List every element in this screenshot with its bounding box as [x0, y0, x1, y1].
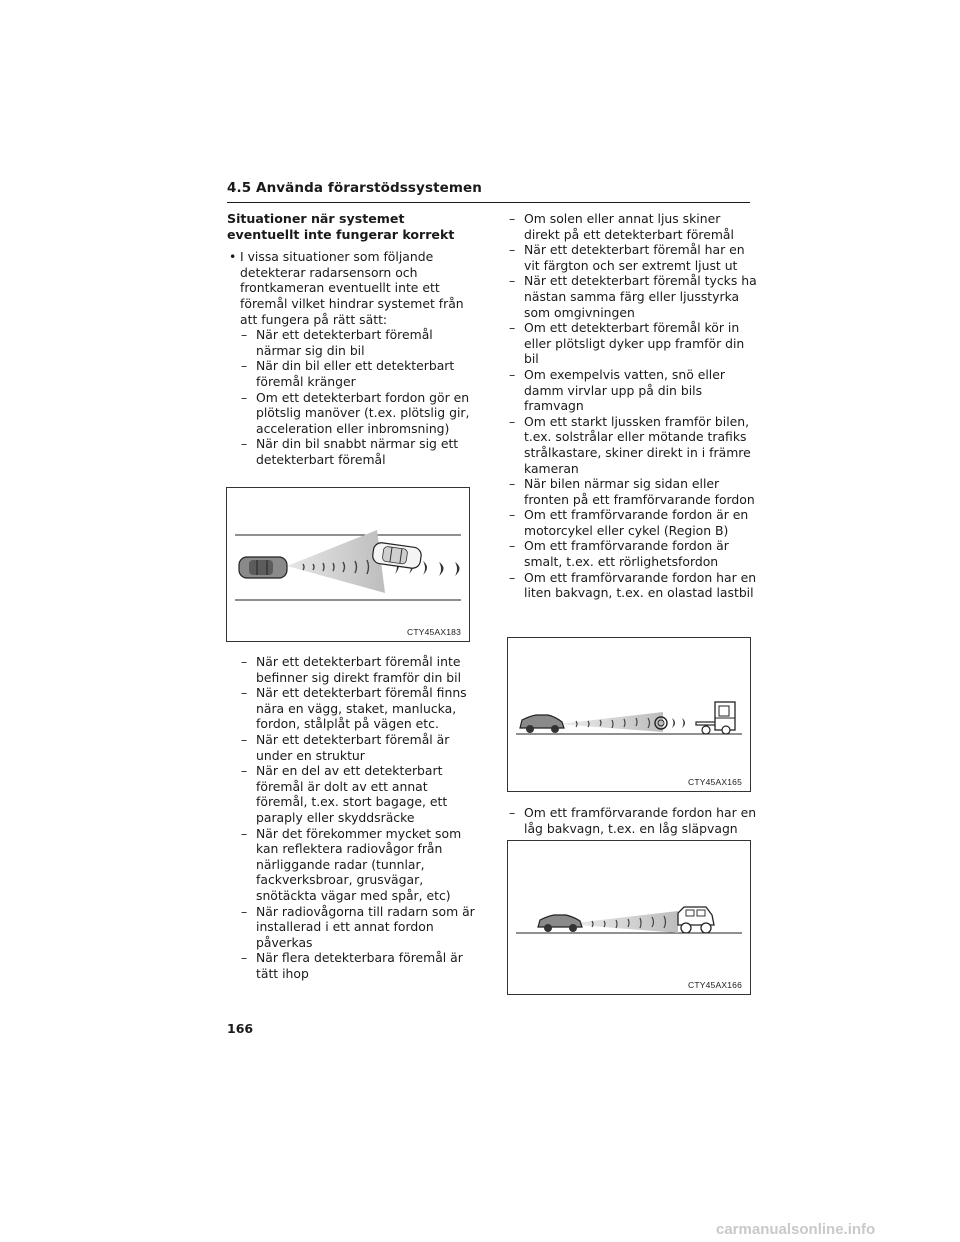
list-item-text: När ett detekterbart föremål har en vit färgton och ser extremt ljust ut	[524, 242, 745, 273]
dash-mark: –	[241, 358, 248, 374]
figure-vehicle-turning	[226, 487, 470, 642]
list-item	[509, 414, 757, 476]
dash-mark: –	[509, 413, 516, 429]
list-item-text: Om ett starkt ljussken framför bilen, t.ex. solstrålar eller mötande trafiks strålkastare, skiner direkt in i främre kameran	[524, 413, 751, 476]
list-item-text: När flera detekterbara föremål är tätt ihop	[256, 950, 463, 981]
dash-mark: –	[509, 507, 516, 523]
list-item	[241, 390, 477, 437]
figure-truck-small-rear	[507, 637, 751, 792]
list-item	[509, 570, 757, 601]
dash-list-right-1	[509, 211, 757, 601]
list-item-text: Om solen eller annat ljus skiner direkt på ett detekterbart föremål	[524, 211, 734, 242]
dash-list-right-2	[509, 805, 757, 836]
section-title: Situationer när systemet eventuellt inte fungerar korrekt	[227, 211, 455, 242]
list-item	[241, 358, 477, 389]
list-item	[509, 320, 757, 367]
list-item-text: Om ett framförvarande fordon har en liten bakvagn, t.ex. en olastad lastbil	[524, 569, 757, 601]
watermark[interactable]: carmanualsonline.info	[716, 1221, 876, 1238]
section-header	[227, 180, 750, 203]
dash-mark: –	[509, 569, 516, 585]
list-item	[509, 538, 757, 569]
list-item	[509, 367, 757, 414]
own-car-icon	[520, 715, 564, 733]
dash-mark: –	[509, 320, 516, 336]
figure-code: CTY45AX165	[688, 777, 742, 787]
own-car-icon	[239, 557, 287, 578]
dash-mark: –	[241, 436, 248, 452]
truck-icon	[696, 702, 735, 734]
list-item-text: När radiovågorna till radarn som är installerad i ett annat fordon påverkas	[256, 903, 475, 950]
list-item-text: När ett detekterbart föremål är under en struktur	[256, 731, 450, 763]
list-item-text: När ett detekterbart föremål inte befinner sig direkt framför din bil	[256, 654, 462, 685]
dash-mark: –	[241, 389, 248, 405]
list-item	[241, 950, 477, 981]
bullet-mark: •	[229, 249, 237, 265]
section-header-title: 4.5 Använda förarstödssystemen	[227, 180, 483, 196]
list-item-text: När ett detekterbart föremål tycks ha nästan samma färg eller ljusstyrka som omgivningen	[524, 273, 757, 320]
list-item-text: När en del av ett detekterbart föremål är dolt av ett annat föremål, t.ex. stort bagage, ett paraply eller skyddsräcke	[256, 763, 448, 825]
list-item	[509, 476, 757, 507]
intro-bullet	[227, 249, 477, 327]
list-item-text: När din bil eller ett detekterbart föremål kränger	[256, 358, 455, 389]
figure-illustration	[508, 638, 752, 793]
list-item-text: När din bil snabbt närmar sig ett detekterbart föremål	[256, 436, 459, 467]
dash-mark: –	[509, 273, 516, 289]
figure-code: CTY45AX183	[407, 627, 461, 637]
left-column-bottom	[227, 654, 477, 981]
suv-icon	[678, 907, 714, 933]
list-item-text: Om ett framförvarande fordon har en låg bakvagn, t.ex. en låg släpvagn	[524, 805, 757, 836]
intro-text: I vissa situationer som följande detekterar radarsensorn och frontkameran eventuellt inte ett föremål vilket hindrar systemet från att fungera på rätt sätt:	[240, 249, 464, 327]
dash-mark: –	[509, 805, 516, 820]
dash-list-left-1	[227, 327, 477, 467]
list-item	[241, 732, 477, 763]
list-item	[509, 273, 757, 320]
list-item	[241, 904, 477, 951]
dash-mark: –	[241, 950, 248, 966]
dash-mark: –	[241, 825, 248, 841]
dash-mark: –	[509, 476, 516, 492]
list-item-text: Om ett framförvarande fordon är smalt, t.ex. ett rörlighetsfordon	[524, 538, 729, 570]
list-item	[241, 654, 477, 685]
list-item	[241, 763, 477, 825]
list-item	[509, 507, 757, 538]
list-item-text: När ett detekterbart föremål finns nära en vägg, staket, manlucka, fordon, stålplåt på vägen etc.	[256, 685, 467, 732]
list-item	[509, 211, 757, 242]
figure-code: CTY45AX166	[688, 980, 742, 990]
list-item-text: Om ett detekterbart fordon gör en plötslig manöver (t.ex. plötslig gir, acceleration eller inbromsning)	[256, 389, 470, 436]
right-column-bottom	[509, 805, 757, 836]
dash-mark: –	[241, 327, 248, 343]
dash-mark: –	[241, 763, 248, 779]
list-item-text: Om ett detekterbart föremål kör in eller plötsligt dyker upp framför din bil	[524, 320, 745, 367]
list-item-text: När ett detekterbart föremål närmar sig din bil	[256, 327, 433, 358]
right-column-top	[509, 211, 757, 601]
dash-mark: –	[241, 903, 248, 919]
list-item	[509, 805, 757, 836]
dash-mark: –	[241, 685, 248, 701]
dash-mark: –	[509, 242, 516, 258]
list-item	[241, 436, 477, 467]
list-item	[509, 242, 757, 273]
list-item-text: Om ett framförvarande fordon är en motorcykel eller cykel (Region B)	[524, 507, 749, 538]
list-item	[241, 327, 477, 358]
list-item-text: När bilen närmar sig sidan eller fronten på ett framförvarande fordon	[524, 476, 755, 507]
figure-illustration	[227, 488, 471, 643]
list-item	[241, 826, 477, 904]
list-item-text: Om exempelvis vatten, snö eller damm virvlar upp på din bils framvagn	[524, 366, 725, 414]
list-item-text: När det förekommer mycket som kan reflektera radiovågor från närliggande radar (tunnlar, fackverksbroar, grusvägar, snötäckta vägar med spår, etc)	[256, 825, 462, 903]
list-item	[241, 685, 477, 732]
dash-mark: –	[509, 366, 516, 382]
dash-mark: –	[509, 211, 516, 226]
figure-illustration	[508, 841, 752, 996]
own-car-icon	[538, 915, 582, 932]
dash-mark: –	[509, 538, 516, 554]
dash-list-left-2	[227, 654, 477, 981]
left-column-top	[227, 211, 477, 468]
dash-mark: –	[241, 654, 248, 669]
dash-mark: –	[241, 731, 248, 747]
page-number: 166	[227, 1021, 254, 1036]
figure-low-trailer	[507, 840, 751, 995]
